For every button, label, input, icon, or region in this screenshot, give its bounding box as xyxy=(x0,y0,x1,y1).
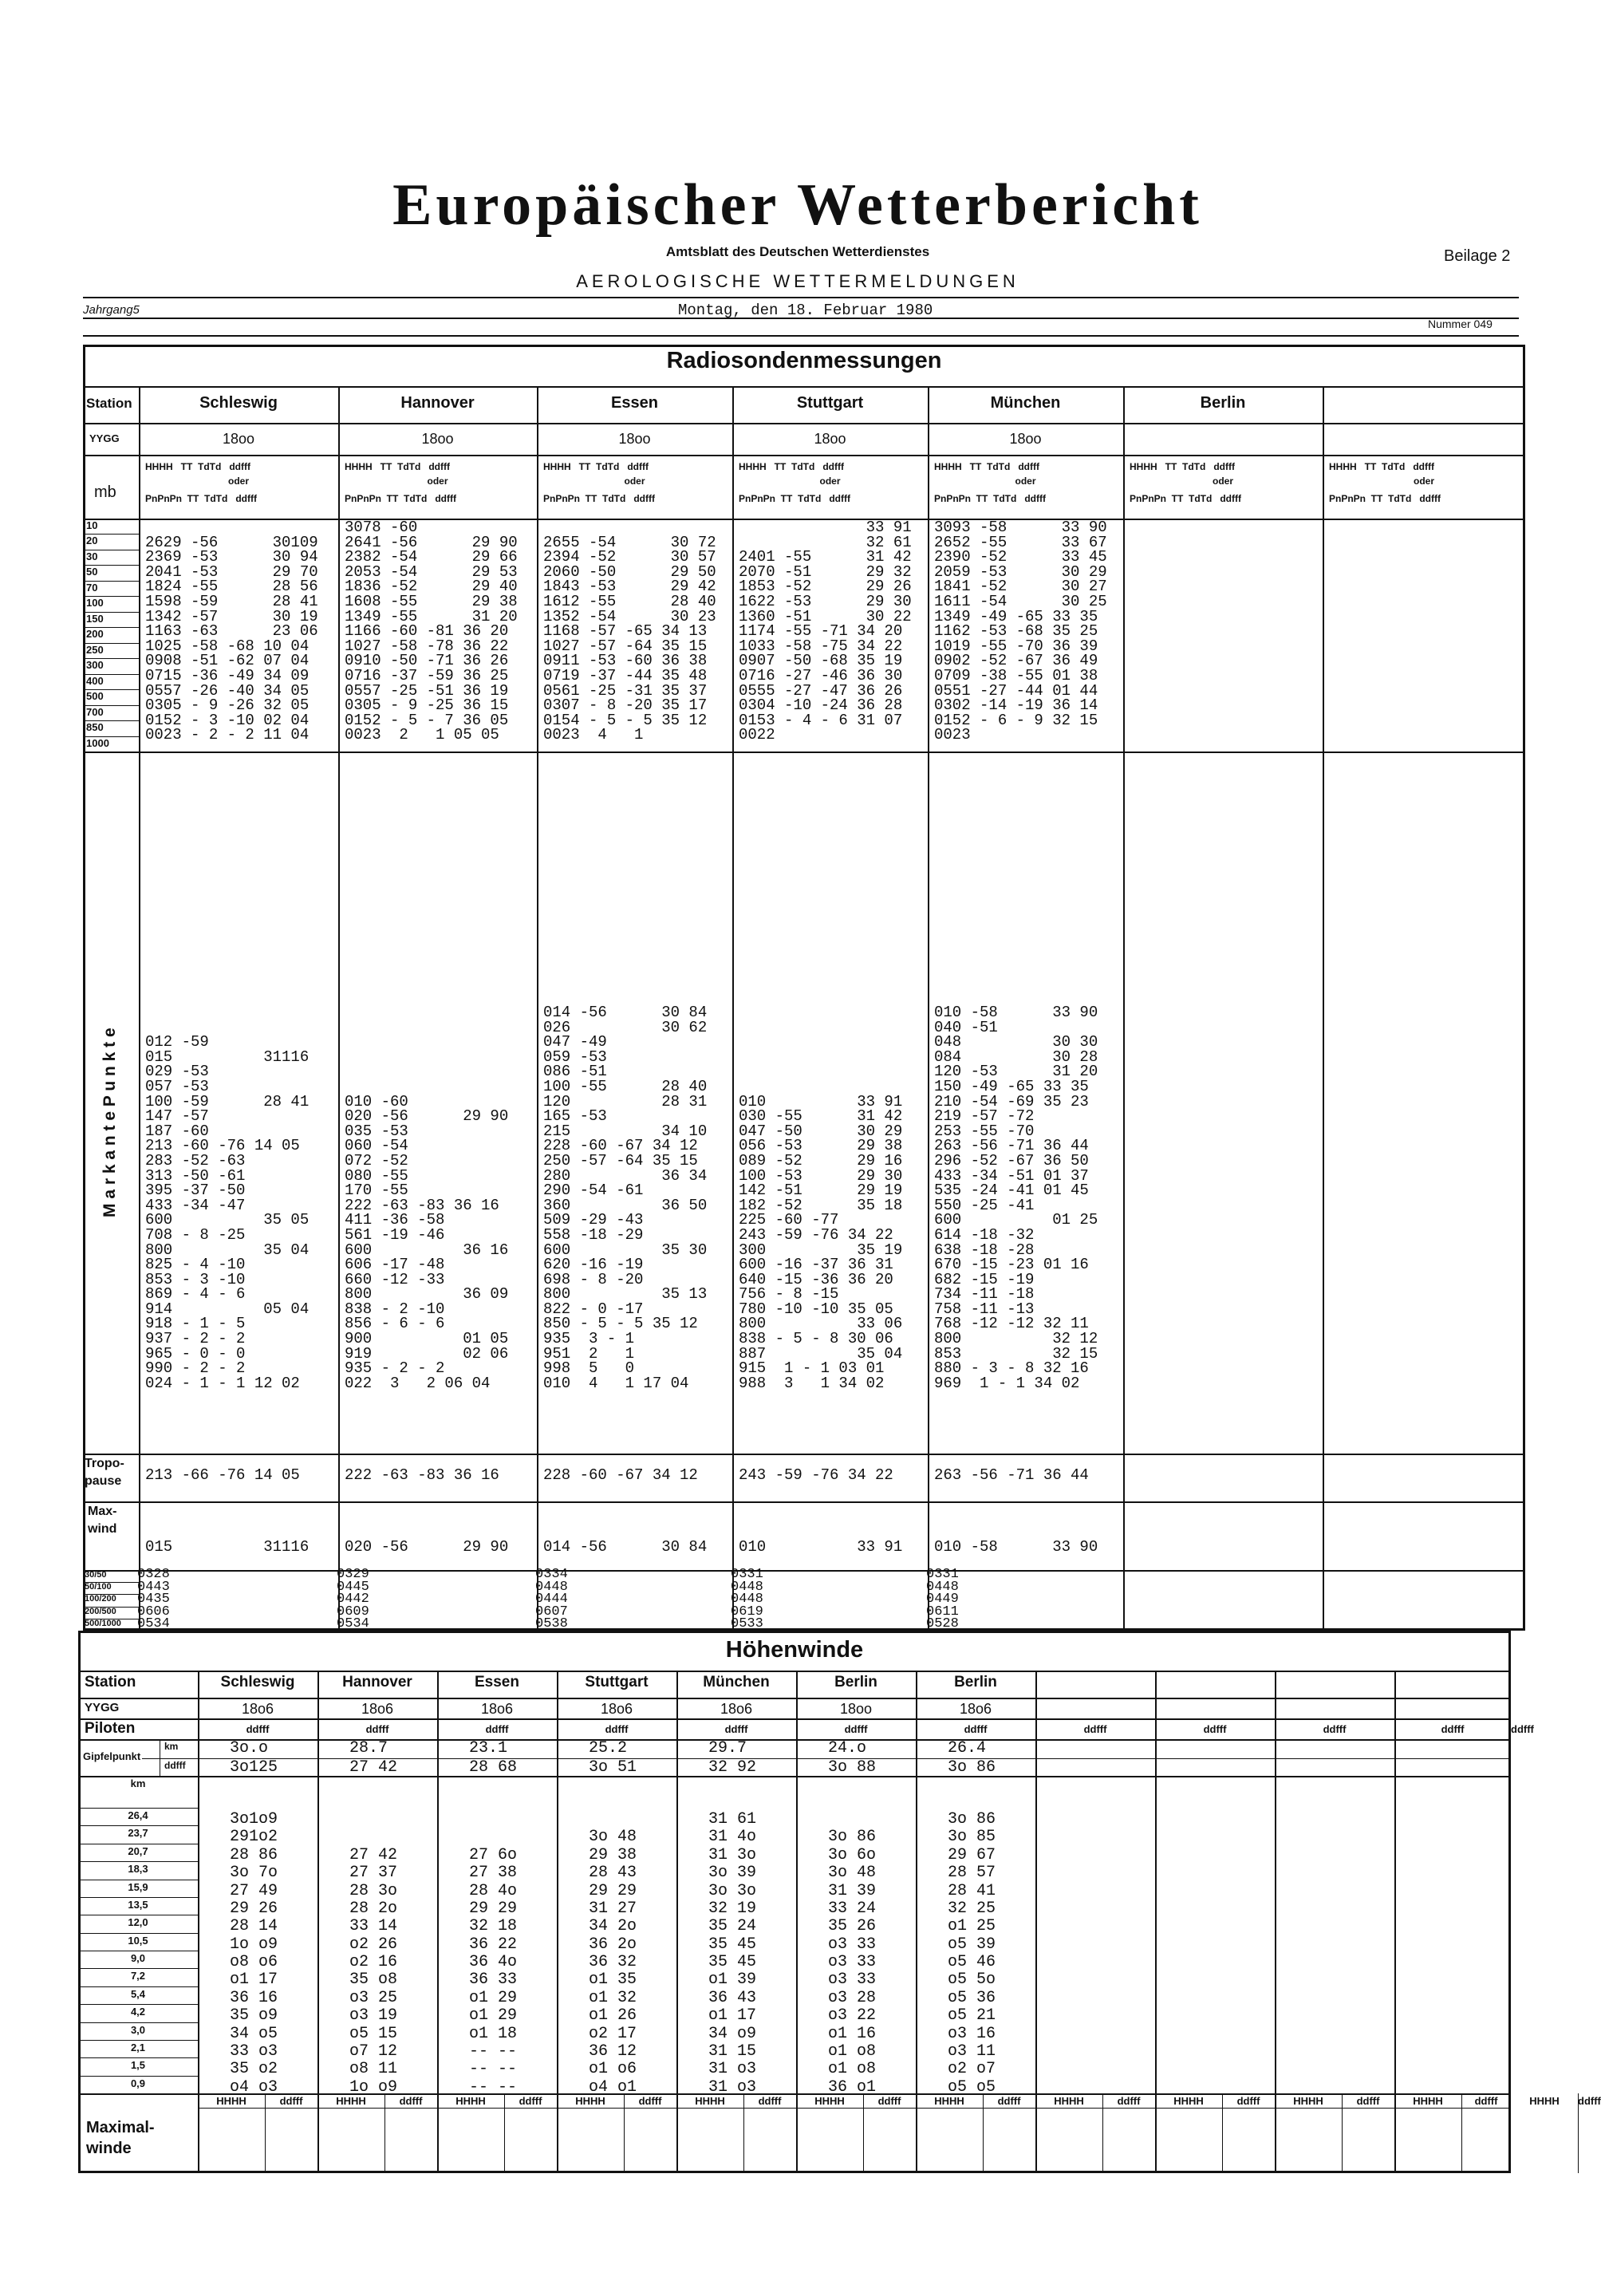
marked-points-label: M a r k a n t e P u n k t e xyxy=(101,1028,119,1217)
grid-line xyxy=(83,455,1525,456)
gipfel-km-value: 28.7 xyxy=(349,1739,388,1758)
maxwinde-label: Maximal- winde xyxy=(86,2119,155,2157)
grid-line xyxy=(78,2040,198,2041)
maxwind-ddfff-header: ddfff xyxy=(519,2095,542,2107)
observation-time: 18oo xyxy=(1009,431,1042,447)
wind-level: 0,9 xyxy=(130,2077,146,2089)
wind-data: 31 61 31 4o 31 3o 3o 39 3o 3o 32 19 35 24 35 45 35 45 o1 39 36 43 o1 17 34 o9 31 15 31 o3 31 o3 xyxy=(708,1810,757,2097)
station-name: München xyxy=(990,394,1061,412)
wind-data: 3o 86 3o 6o 3o 48 31 39 33 24 35 26 o3 33 o3 33 o3 33 o3 28 o3 22 o1 16 o1 o8 o1 o8 36 o1 xyxy=(828,1828,877,2097)
column-header-2: PnPnPn TT TdTd ddfff xyxy=(543,493,655,504)
marked-points-data: 012 -59 015 31116 029 -53 057 -53 100 -59 28 41 147 -57 187 -60 213 -60 -76 14 05 283 -52 -63 313 -50 -61 395 -37 -50 433 -34 -47 600 35 05 708 - 8 -25 800 35 04 825 - 4 -10 853 - 3 -10 869 - 4 - 6 914 05 04 918 - 1 - 5 937 - 2 - 2 965 - 0 - 0 990 - 2 - 2 024 - 1 - 1 12 02 xyxy=(145,1033,310,1392)
wind-data: 3o 48 29 38 28 43 29 29 31 27 34 2o 36 2o 36 32 o1 35 o1 32 o1 26 o2 17 36 12 o1 o6 o4 o1 xyxy=(589,1828,637,2097)
hw-observation-time: 18oo xyxy=(839,1701,873,1717)
tropopause-data: 222 -63 -83 36 16 xyxy=(345,1466,499,1484)
column-header-1: HHHH TT TdTd ddfff xyxy=(1329,461,1434,472)
column-header-or: oder xyxy=(427,475,448,487)
maxwind-label: Max- wind xyxy=(88,1505,117,1536)
wind-level: 12,0 xyxy=(128,1916,148,1929)
pressure-level: 250 xyxy=(86,643,104,656)
wind-data: 3o1o9 291o2 28 86 3o 7o 27 49 29 26 28 14 1o o9 o8 o6 o1 17 36 16 35 o9 34 o5 33 o3 35 o2 o4 o3 xyxy=(230,1810,278,2097)
wind-level: 20,7 xyxy=(128,1844,148,1857)
hw-observation-time: 18o6 xyxy=(959,1701,992,1717)
hw-ddfff-header: ddfff xyxy=(964,1723,988,1735)
station-name: Stuttgart xyxy=(796,394,864,412)
gipfel-ddfff-value: 3o125 xyxy=(230,1758,278,1777)
yygg-label: YYGG xyxy=(89,432,120,444)
maxwind-hhhh-header: HHHH xyxy=(814,2095,845,2107)
wind-level: 1,5 xyxy=(130,2059,146,2072)
shear-label: 500/1000 xyxy=(85,1618,121,1628)
levels-km-label: km xyxy=(130,1777,146,1789)
column-header-or: oder xyxy=(1212,475,1233,487)
hw-ddfff-header: ddfff xyxy=(246,1723,270,1735)
gipfel-ddfff-value: 27 42 xyxy=(349,1758,398,1777)
grid-line xyxy=(338,386,340,1631)
pressure-level: 150 xyxy=(86,612,104,625)
grid-line xyxy=(78,1698,1511,1699)
shear-data: 0334 0448 0444 0607 0538 xyxy=(535,1567,568,1631)
maxwind-hhhh-header: HHHH xyxy=(575,2095,605,2107)
tropopause-data: 263 -56 -71 36 44 xyxy=(934,1466,1089,1484)
shear-label: 100/200 xyxy=(85,1594,116,1604)
maxwind-ddfff-header: ddfff xyxy=(997,2095,1021,2107)
issue-number: Nummer 049 xyxy=(1428,318,1493,330)
standard-levels-data: 2629 -56 30109 2369 -53 30 94 2041 -53 29 70 1824 -55 28 56 1598 -59 28 41 1342 -57 30 19 1163 -63 23 06 1025 -58 -68 10 04 0908 -51 -62 07 04 0715 -36 -49 34 09 0557 -26 -40 34 05 0305 - 9 -26 32 05 0152 - 3 -10 02 04 0023 - 2 - 2 11 04 xyxy=(145,533,318,744)
pressure-level: 30 xyxy=(86,550,98,562)
marked-points-data: 010 -58 33 90 040 -51 048 30 30 084 30 28 120 -53 31 20 150 -49 -65 33 35 210 -54 -69 35 23 219 -57 -72 253 -55 -70 263 -56 -71 36 44 296 -52 -67 36 50 433 -34 -51 01 37 535 -24 -41 01 45 550 -25 -41 600 01 25 614 -18 -32 638 -18 -28 670 -15 -23 01 16 682 -15 -19 734 -11 -18 758 -11 -13 768 -12 -12 32 11 800 32 12 853 32 15 880 - 3 - 8 32 16 969 1 - 1 34 02 xyxy=(934,1004,1098,1392)
maxwind-data: 010 33 91 xyxy=(739,1538,903,1556)
station-name: Schleswig xyxy=(199,394,278,412)
hw-station-name: München xyxy=(703,1674,770,1690)
hw-station-name: Stuttgart xyxy=(585,1674,649,1690)
pressure-level: 850 xyxy=(86,721,104,734)
hw-ddfff-header: ddfff xyxy=(485,1723,509,1735)
wind-data: 27 6o 27 38 28 4o 29 29 32 18 36 22 36 4o 36 33 o1 29 o1 29 o1 18 -- -- -- -- -- -- xyxy=(469,1845,518,2097)
page-subtitle: Amtsblatt des Deutschen Wetterdienstes xyxy=(665,244,930,259)
maxwind-hhhh-header: HHHH xyxy=(1293,2095,1323,2107)
gipfel-ddfff-value: 32 92 xyxy=(708,1758,757,1777)
gipfel-km-value: 23.1 xyxy=(469,1739,508,1758)
maxwind-hhhh-header: HHHH xyxy=(1173,2095,1204,2107)
maxwind-hhhh-header: HHHH xyxy=(336,2095,366,2107)
hw-ddfff-header: ddfff xyxy=(1083,1723,1107,1735)
shear-label: 30/50 xyxy=(85,1570,107,1580)
grid-line xyxy=(78,1671,1511,1672)
column-header-2: PnPnPn TT TdTd ddfff xyxy=(739,493,850,504)
gipfel-ddfff-value: 28 68 xyxy=(469,1758,518,1777)
grid-line xyxy=(78,2004,198,2005)
maxwind-ddfff-header: ddfff xyxy=(758,2095,782,2107)
maxwind-data: 015 31116 xyxy=(145,1538,310,1556)
standard-levels-data: 3078 -60 2641 -56 29 90 2382 -54 29 66 2053 -54 29 53 1836 -52 29 40 1608 -55 29 38 1349 -55 31 20 1166 -60 -81 36 20 1027 -58 -78 36 22 0910 -50 -71 36 26 0716 -37 -59 36 25 0557 -25 -51 36 19 0305 - 9 -25 36 15 0152 - 5 - 7 36 05 0023 2 1 05 05 xyxy=(345,519,518,744)
column-header-1: HHHH TT TdTd ddfff xyxy=(934,461,1039,472)
marked-points-data: 014 -56 30 84 026 30 62 047 -49 059 -53 086 -51 100 -55 28 40 120 28 31 165 -53 215 34 10 228 -60 -67 34 12 250 -57 -64 35 15 280 36 34 290 -54 -61 360 36 50 509 -29 -43 558 -18 -29 600 35 30 620 -16 -19 698 - 8 -20 800 35 13 822 - 0 -17 850 - 5 - 5 35 12 935 3 - 1 951 2 1 998 5 0 010 4 1 17 04 xyxy=(543,1004,708,1392)
hw-station-name: Schleswig xyxy=(220,1674,295,1690)
marked-points-data: 010 33 91 030 -55 31 42 047 -50 30 29 056 -53 29 38 089 -52 29 16 100 -53 29 30 142 -51 29 19 182 -52 35 18 225 -60 -77 243 -59 -76 34 22 300 35 19 600 -16 -37 36 31 640 -15 -36 36 20 756 - 8 -15 780 -10 -10 35 05 800 33 06 838 - 5 - 8 30 06 887 35 04 915 1 - 1 03 01 988 3 1 34 02 xyxy=(739,1092,903,1392)
column-header-2: PnPnPn TT TdTd ddfff xyxy=(934,493,1046,504)
grid-line xyxy=(78,2076,198,2077)
shear-data: 0329 0445 0442 0609 0534 xyxy=(337,1567,369,1631)
hw-station-name: Essen xyxy=(475,1674,519,1690)
station-label: Station xyxy=(86,396,132,411)
station-name: Berlin xyxy=(1200,394,1246,412)
wind-level: 7,2 xyxy=(130,1970,146,1982)
mb-label: mb xyxy=(94,483,116,501)
gipfel-km-value: 26.4 xyxy=(948,1739,987,1758)
pressure-level: 500 xyxy=(86,690,104,703)
grid-line xyxy=(83,423,1525,424)
column-header-or: oder xyxy=(1413,475,1434,487)
wind-level: 3,0 xyxy=(130,2023,146,2036)
maxwind-ddfff-header: ddfff xyxy=(877,2095,901,2107)
grid-line xyxy=(198,2108,1511,2109)
wind-level: 26,4 xyxy=(128,1809,148,1821)
hw-station-label: Station xyxy=(85,1674,136,1690)
standard-levels-data: 2655 -54 30 72 2394 -52 30 57 2060 -50 29 50 1843 -53 29 42 1612 -55 28 40 1352 -54 30 23 1168 -57 -65 34 13 1027 -57 -64 35 15 0911 -53 -60 36 38 0719 -37 -44 35 48 0561 -25 -31 35 37 0307 - 8 -20 35 17 0154 - 5 - 5 35 12 0023 4 1 xyxy=(543,533,716,744)
maxwind-ddfff-header: ddfff xyxy=(1356,2095,1380,2107)
column-header-1: HHHH TT TdTd ddfff xyxy=(739,461,844,472)
grid-line xyxy=(78,1933,198,1934)
maxwind-ddfff-header: ddfff xyxy=(638,2095,662,2107)
hw-station-name: Berlin xyxy=(954,1674,997,1690)
beilage-label: Beilage 2 xyxy=(1444,247,1511,265)
tropopause-data: 228 -60 -67 34 12 xyxy=(543,1466,698,1484)
hw-observation-time: 18o6 xyxy=(720,1701,753,1717)
column-header-2: PnPnPn TT TdTd ddfff xyxy=(345,493,456,504)
radiosonde-title: Radiosondenmessungen xyxy=(666,348,942,373)
standard-levels-data: 33 91 32 61 2401 -55 31 42 2070 -51 29 32 1853 -52 29 26 1622 -53 29 30 1360 -51 30 22 1174 -55 -71 34 20 1033 -58 -75 34 22 0907 -50 -68 35 19 0716 -27 -46 36 30 0555 -27 -47 36 26 0304 -10 -24 36 28 0153 - 4 - 6 31 07 0022 xyxy=(739,519,912,744)
gipfel-km-value: 29.7 xyxy=(708,1739,747,1758)
section-heading: AEROLOGISCHE WETTERMELDUNGEN xyxy=(576,271,1019,291)
page-title: Europäischer Wetterbericht xyxy=(392,172,1203,238)
pressure-level: 10 xyxy=(86,519,98,531)
maxwind-data: 010 -58 33 90 xyxy=(934,1538,1098,1556)
shear-data: 0331 0448 0448 0619 0533 xyxy=(731,1567,763,1631)
station-name: Essen xyxy=(611,394,658,412)
wind-data: 3o 86 3o 85 29 67 28 57 28 41 32 25 o1 25 o5 39 o5 46 o5 5o o5 36 o5 21 o3 16 o3 11 o2 o7 o5 o5 xyxy=(948,1810,996,2097)
pressure-level: 300 xyxy=(86,659,104,672)
grid-line xyxy=(78,2057,198,2058)
gipfel-km-value: 3o.o xyxy=(230,1739,269,1758)
maxwind-hhhh-header: HHHH xyxy=(695,2095,725,2107)
maxwind-hhhh-header: HHHH xyxy=(1054,2095,1084,2107)
grid-line xyxy=(928,386,929,1631)
column-header-2: PnPnPn TT TdTd ddfff xyxy=(1130,493,1241,504)
grid-line xyxy=(1123,386,1125,1631)
shear-label: 200/500 xyxy=(85,1606,116,1616)
observation-time: 18oo xyxy=(814,431,846,447)
tropopause-data: 243 -59 -76 34 22 xyxy=(739,1466,893,1484)
grid-line xyxy=(78,1861,198,1862)
wind-data: 27 42 27 37 28 3o 28 2o 33 14 o2 26 o2 16 35 o8 o3 25 o3 19 o5 15 o7 12 o8 11 1o o9 xyxy=(349,1845,398,2097)
hw-yygg-label: YYGG xyxy=(85,1701,120,1714)
maxwind-ddfff-header: ddfff xyxy=(1236,2095,1260,2107)
rule xyxy=(83,386,1525,388)
gipfel-km-value: 24.o xyxy=(828,1739,867,1758)
pressure-level: 100 xyxy=(86,597,104,610)
maxwind-ddfff-header: ddfff xyxy=(1474,2095,1498,2107)
wind-level: 18,3 xyxy=(128,1863,148,1876)
gipfel-ddfff-value: 3o 86 xyxy=(948,1758,996,1777)
hw-ddfff-header: ddfff xyxy=(1441,1723,1465,1735)
pressure-level: 1000 xyxy=(86,736,109,749)
grid-line xyxy=(83,752,1525,753)
hw-observation-time: 18o6 xyxy=(241,1701,274,1717)
grid-line xyxy=(78,2093,198,2094)
grid-line xyxy=(78,1897,198,1898)
maxwind-ddfff-header: ddfff xyxy=(279,2095,303,2107)
wind-level: 2,1 xyxy=(130,2041,146,2053)
grid-line xyxy=(78,1986,198,1987)
hw-ddfff-header: ddfff xyxy=(365,1723,389,1735)
hoehenwinde-title: Höhenwinde xyxy=(725,1637,864,1663)
grid-line xyxy=(78,1968,198,1969)
column-header-2: PnPnPn TT TdTd ddfff xyxy=(145,493,257,504)
observation-time: 18oo xyxy=(222,431,255,447)
grid-line xyxy=(83,1501,1525,1503)
observation-time: 18oo xyxy=(421,431,454,447)
column-header-or: oder xyxy=(624,475,645,487)
hw-piloten-label: Piloten xyxy=(85,1720,136,1737)
wind-level: 23,7 xyxy=(128,1827,148,1840)
maxwind-hhhh-header: HHHH xyxy=(934,2095,964,2107)
hw-observation-time: 18o6 xyxy=(600,1701,633,1717)
tropopause-label: Tropo- pause xyxy=(85,1457,124,1488)
maxwind-ddfff-header: ddfff xyxy=(1117,2095,1141,2107)
maxwind-hhhh-header: HHHH xyxy=(1529,2095,1560,2107)
grid-line xyxy=(139,386,140,1631)
grid-line xyxy=(78,1739,1511,1741)
grid-line xyxy=(78,1825,198,1826)
pressure-level: 400 xyxy=(86,674,104,687)
maxwind-data: 014 -56 30 84 xyxy=(543,1538,708,1556)
header-rule-bottom xyxy=(83,335,1519,337)
column-header-or: oder xyxy=(1015,475,1036,487)
wind-level: 13,5 xyxy=(128,1898,148,1911)
marked-points-data: 010 -60 020 -56 29 90 035 -53 060 -54 072 -52 080 -55 170 -55 222 -63 -83 36 16 411 -36 -58 561 -19 -46 600 36 16 606 -17 -48 660 -12 -33 800 36 09 838 - 2 -10 856 - 6 - 6 900 01 05 919 02 06 935 - 2 - 2 022 3 2 06 04 xyxy=(345,1092,509,1392)
wind-level: 15,9 xyxy=(128,1880,148,1893)
gipfel-km-value: 25.2 xyxy=(589,1739,628,1758)
observation-time: 18oo xyxy=(618,431,651,447)
maxwind-hhhh-header: HHHH xyxy=(1413,2095,1443,2107)
pressure-level: 200 xyxy=(86,628,104,641)
maxwind-data: 020 -56 29 90 xyxy=(345,1538,509,1556)
maxwind-hhhh-header: HHHH xyxy=(455,2095,486,2107)
shear-label: 50/100 xyxy=(85,1582,112,1592)
shear-data: 0328 0443 0435 0606 0534 xyxy=(137,1567,170,1631)
gipfel-ddfff-label: ddfff xyxy=(164,1760,186,1771)
wind-level: 9,0 xyxy=(130,1952,146,1964)
pressure-level: 20 xyxy=(86,535,98,547)
hw-ddfff-header: ddfff xyxy=(724,1723,748,1735)
grid-line xyxy=(83,1454,1525,1455)
gipfelpunkt-label: Gipfelpunkt xyxy=(83,1750,141,1762)
pressure-level: 700 xyxy=(86,705,104,718)
maxwind-hhhh-header: HHHH xyxy=(216,2095,246,2107)
gipfel-km-label: km xyxy=(164,1741,179,1752)
tropopause-data: 213 -66 -76 14 05 xyxy=(145,1466,300,1484)
column-header-or: oder xyxy=(819,475,841,487)
hw-ddfff-header: ddfff xyxy=(1203,1723,1227,1735)
grid-line xyxy=(732,386,734,1631)
report-date: Montag, den 18. Februar 1980 xyxy=(678,302,933,319)
grid-line xyxy=(1323,386,1324,1631)
gipfel-ddfff-value: 3o 88 xyxy=(828,1758,877,1777)
maxwind-ddfff-header: ddfff xyxy=(399,2095,423,2107)
maxwind-ddfff-header: ddfff xyxy=(1578,2095,1601,2107)
grid-line xyxy=(142,1758,1511,1759)
station-name: Hannover xyxy=(400,394,475,412)
hw-station-name: Berlin xyxy=(834,1674,877,1690)
grid-line xyxy=(537,386,538,1631)
pressure-level: 50 xyxy=(86,566,98,578)
hw-station-name: Hannover xyxy=(342,1674,412,1690)
column-header-1: HHHH TT TdTd ddfff xyxy=(1130,461,1235,472)
column-header-2: PnPnPn TT TdTd ddfff xyxy=(1329,493,1441,504)
jahrgang-label: Jahrgang5 xyxy=(83,303,140,317)
grid-line xyxy=(78,1776,1511,1777)
wind-level: 4,2 xyxy=(130,2006,146,2018)
hw-ddfff-header: ddfff xyxy=(844,1723,868,1735)
column-header-1: HHHH TT TdTd ddfff xyxy=(543,461,649,472)
column-header-1: HHHH TT TdTd ddfff xyxy=(145,461,250,472)
header-rule-top xyxy=(83,297,1519,298)
grid-line xyxy=(83,1570,1525,1572)
grid-line xyxy=(78,1718,1511,1720)
pressure-level: 70 xyxy=(86,581,98,594)
column-header-or: oder xyxy=(227,475,249,487)
hw-observation-time: 18o6 xyxy=(480,1701,514,1717)
grid-line xyxy=(78,2022,198,2023)
wind-level: 5,4 xyxy=(130,1987,146,2000)
shear-data: 0331 0448 0449 0611 0528 xyxy=(926,1567,959,1631)
wind-level: 10,5 xyxy=(128,1934,148,1947)
hw-ddfff-header: ddfff xyxy=(605,1723,629,1735)
gipfel-ddfff-value: 3o 51 xyxy=(589,1758,637,1777)
header-rule-mid xyxy=(83,318,1519,319)
hw-observation-time: 18o6 xyxy=(361,1701,394,1717)
grid-line xyxy=(78,1808,198,1809)
column-header-1: HHHH TT TdTd ddfff xyxy=(345,461,450,472)
hw-ddfff-header: ddfff xyxy=(1323,1723,1347,1735)
standard-levels-data: 3093 -58 33 90 2652 -55 33 67 2390 -52 33 45 2059 -53 30 29 1841 -52 30 27 1611 -54 30 25 1349 -49 -65 33 35 1162 -53 -68 35 25 1019 -55 -70 36 39 0902 -52 -67 36 49 0709 -38 -55 01 38 0551 -27 -44 01 44 0302 -14 -19 36 14 0152 - 6 - 9 32 15 0023 xyxy=(934,519,1107,744)
